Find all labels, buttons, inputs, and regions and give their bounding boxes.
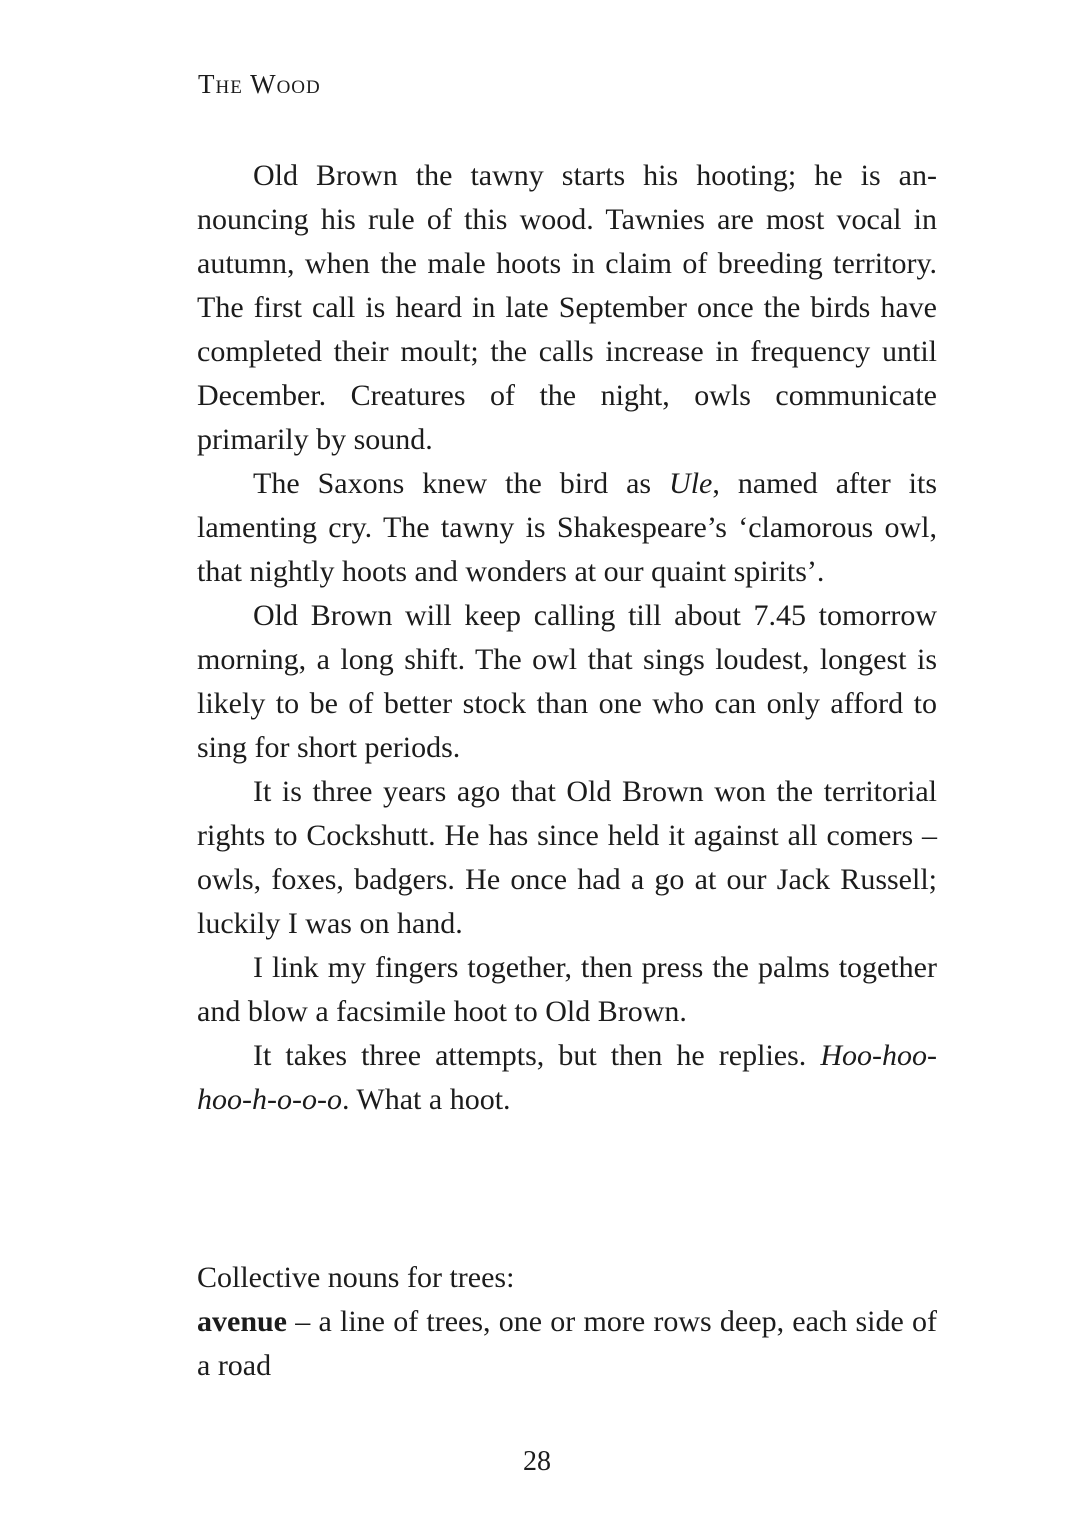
section-heading: Collective nouns for trees: xyxy=(197,1261,515,1294)
paragraph: It is three years ago that Old Brown won the territorial rights to Cockshutt. He has since held it against all comers – owls, foxes, badgers. He once had a go at our Jack Russell; luckily I was on hand. xyxy=(197,775,937,940)
paragraph-text: , named after its lamenting cry. The tawny is Shakespeare’s ‘clamorous owl, that nightly hoots and wonders at our quaint spirits’. xyxy=(197,467,937,588)
paragraph xyxy=(197,462,937,594)
glossary-entry xyxy=(197,1300,937,1388)
running-head: The Wood xyxy=(198,69,321,99)
entry-term: avenue xyxy=(197,1305,287,1338)
body-text xyxy=(197,154,937,1122)
paragraph-text: . What a hoot. xyxy=(341,1083,511,1116)
paragraph xyxy=(197,1034,937,1122)
collective-nouns-section xyxy=(197,1256,937,1388)
page-number: 28 xyxy=(523,1446,551,1477)
paragraph: Old Brown will keep calling till about 7.45 tomorrow morning, a long shift. The owl that sings loudest, longest is likely to be of better stock than one who can only afford to sing for short periods. xyxy=(197,599,937,764)
paragraph: Old Brown the tawny starts his hooting; he is announcing his rule of this wood. Tawnies are most vocal in autumn, when the male hoots in claim of breeding territory. The first call is heard in late September once the birds have completed their moult; the calls increase in frequency until December. Creatures of the night, owls communicate primarily by sound. xyxy=(197,159,937,456)
paragraph-text: It takes three attempts, but then he replies. xyxy=(253,1039,821,1072)
paragraph: I link my fingers together, then press the palms together and blow a facsimile hoot to Old Brown. xyxy=(197,951,937,1028)
paragraph-text: The Saxons knew the bird as xyxy=(253,467,670,500)
entry-definition: – a line of trees, one or more rows deep, each side of a road xyxy=(197,1305,937,1382)
italic-hoot: Hoo-hoo-hoo-h-o-o-o xyxy=(197,1039,937,1116)
italic-word: Ule xyxy=(669,467,713,500)
